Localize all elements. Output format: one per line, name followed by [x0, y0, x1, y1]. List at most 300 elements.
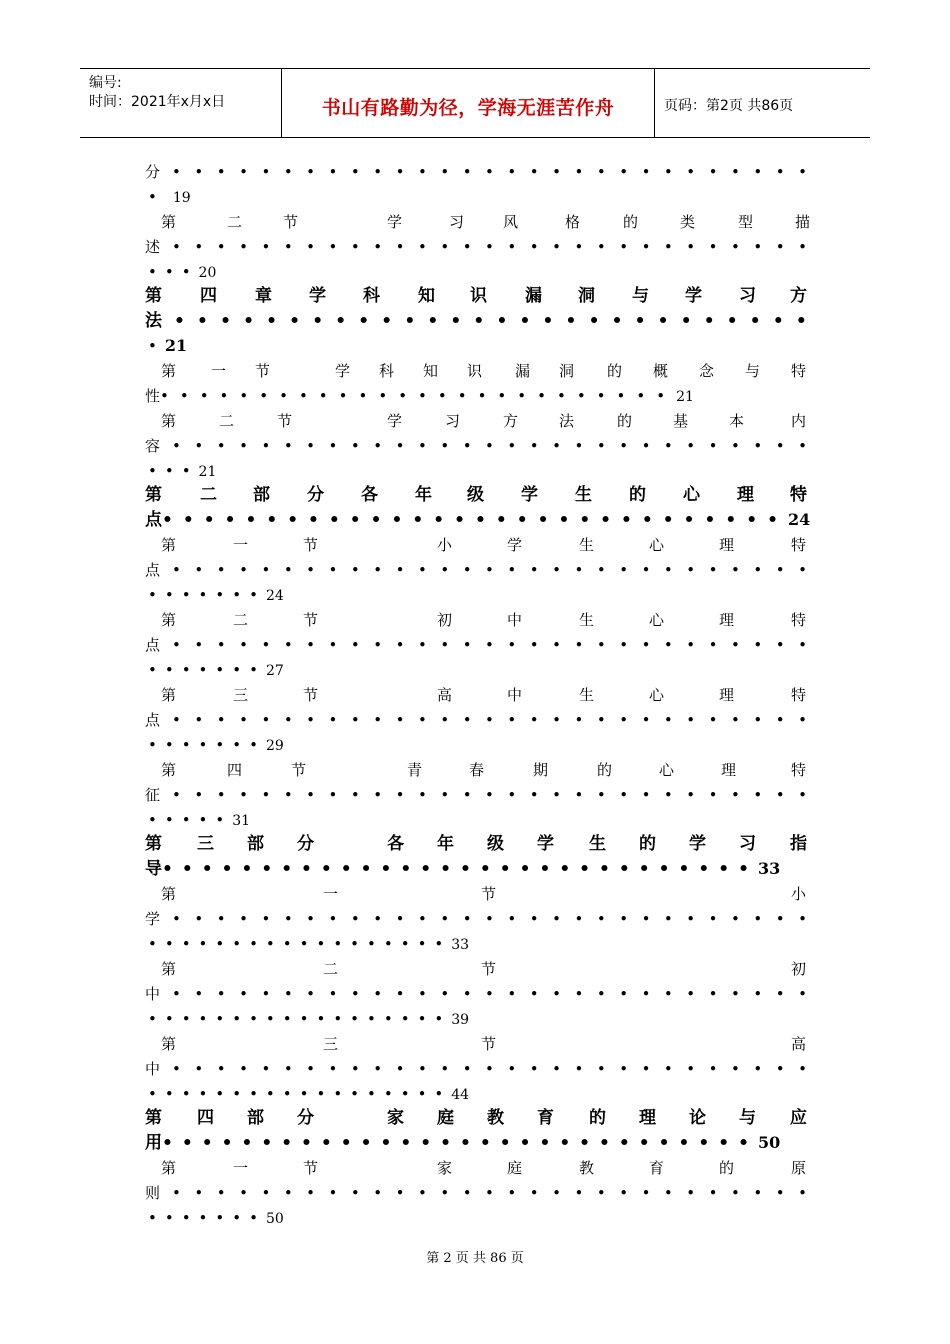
- toc-chapter-line: [145, 1134, 780, 1152]
- leader-dot: •: [350, 636, 360, 654]
- leader-dot: •: [239, 985, 248, 1003]
- toc-leader-dots: ••••••••••••••••••: [148, 935, 452, 953]
- leader-dot: •: [172, 985, 181, 1003]
- leader-dot: •: [417, 1060, 427, 1078]
- heading-char: 三: [197, 834, 214, 854]
- leader-dot: •: [243, 311, 254, 331]
- toc-line: [145, 786, 807, 804]
- heading-char: 章: [255, 286, 272, 306]
- heading-char: 习: [739, 834, 756, 854]
- leader-dot: •: [261, 985, 271, 1003]
- heading-char: 习: [739, 286, 756, 306]
- heading-char: 理: [719, 611, 735, 629]
- heading-char: 四: [197, 1108, 214, 1128]
- leader-dot: •: [417, 786, 427, 804]
- leader-dot: •: [350, 1184, 360, 1202]
- leader-dot: •: [440, 910, 450, 928]
- leader-dot: •: [440, 985, 450, 1003]
- toc-line: [148, 811, 250, 830]
- toc-heading-chars: [161, 1159, 807, 1179]
- leader-dot: •: [565, 311, 577, 331]
- leader-dot: •: [350, 711, 360, 729]
- leader-dot: •: [574, 786, 584, 804]
- leader-dot: •: [731, 985, 740, 1003]
- leader-dot: •: [772, 311, 784, 331]
- leader-dot: •: [619, 985, 629, 1003]
- leader-dot: •: [507, 985, 517, 1003]
- leader-dot: •: [216, 163, 226, 181]
- leader-dot: •: [596, 437, 606, 455]
- toc-chapter-line: [145, 1109, 807, 1129]
- leader-dot: •: [619, 711, 629, 729]
- toc-leader-dots: [172, 163, 807, 181]
- leader-dot: •: [261, 163, 271, 181]
- heading-char: 念: [699, 362, 715, 380]
- leader-dot: •: [708, 1184, 718, 1202]
- toc-line: [148, 1209, 284, 1228]
- leader-dot: •: [404, 311, 416, 331]
- toc-line: [145, 1184, 807, 1202]
- leader-dot: •: [395, 1184, 405, 1202]
- leader-dot: •: [507, 636, 517, 654]
- leader-dot: •: [373, 786, 383, 804]
- leader-dot: •: [496, 311, 508, 331]
- toc-page-number: 24: [787, 510, 811, 529]
- toc-text: 点: [145, 711, 161, 729]
- toc-page-number: 33: [757, 859, 781, 878]
- toc-leader-dots: [172, 1184, 807, 1202]
- toc-leader-dots: •••: [148, 263, 199, 281]
- toc-line: [148, 935, 469, 954]
- leader-dot: •: [708, 711, 718, 729]
- leader-dot: •: [641, 238, 651, 256]
- toc-text: 分: [145, 163, 161, 181]
- leader-dot: •: [172, 910, 181, 928]
- heading-char: 生: [579, 686, 595, 704]
- leader-dot: •: [328, 985, 338, 1003]
- leader-dot: •: [663, 163, 673, 181]
- toc-chapter-line: [145, 511, 810, 529]
- leader-dot: •: [708, 238, 718, 256]
- heading-char: 第: [145, 286, 162, 306]
- toc-leader-dots: •••••••: [148, 586, 266, 604]
- toc-page-number: 50: [757, 1133, 781, 1152]
- leader-dot: •: [172, 711, 181, 729]
- leader-dot: •: [239, 636, 248, 654]
- leader-dot: •: [306, 1060, 316, 1078]
- heading-char: 一: [233, 1159, 249, 1177]
- heading-char: 生: [579, 611, 595, 629]
- heading-char: 分: [307, 485, 324, 505]
- leader-dot: •: [328, 437, 338, 455]
- leader-dot: •: [708, 1060, 718, 1078]
- leader-dot: •: [552, 1184, 561, 1202]
- leader-dot: •: [686, 786, 696, 804]
- heading-char: 高: [791, 1035, 807, 1053]
- heading-char: 中: [507, 611, 523, 629]
- leader-dot: •: [529, 163, 539, 181]
- toc-page-number: 31: [232, 813, 251, 829]
- leader-dot: •: [373, 985, 383, 1003]
- leader-dot: •: [753, 711, 763, 729]
- leader-dot: •: [634, 311, 646, 331]
- leader-dot: •: [261, 437, 271, 455]
- leader-dot: •: [373, 636, 383, 654]
- leader-dot: •: [686, 1060, 696, 1078]
- toc-line: [148, 1010, 469, 1029]
- toc-line: [148, 462, 216, 481]
- heading-char: 家: [437, 1159, 453, 1177]
- heading-char: 心: [649, 611, 665, 629]
- leader-dot: •: [216, 910, 226, 928]
- heading-char: 节: [303, 1159, 319, 1177]
- header-page-label: 页码：第2页 共86页: [664, 98, 794, 114]
- toc-leader-dots: ••••••••••••••••••: [148, 1085, 452, 1103]
- leader-dot: •: [641, 1184, 651, 1202]
- leader-dot: •: [358, 311, 370, 331]
- leader-dot: •: [529, 238, 539, 256]
- leader-dot: •: [708, 636, 718, 654]
- toc-text: 中: [145, 985, 161, 1003]
- heading-char: 心: [659, 761, 675, 779]
- leader-dot: •: [216, 437, 226, 455]
- leader-dot: •: [596, 711, 606, 729]
- leader-dot: •: [306, 163, 316, 181]
- leader-dot: •: [775, 985, 785, 1003]
- leader-dot: •: [775, 910, 785, 928]
- heading-char: 青: [407, 761, 423, 779]
- heading-char: 分: [297, 834, 314, 854]
- heading-char: 节: [481, 1035, 497, 1053]
- heading-char: 科: [363, 286, 380, 306]
- leader-dot: •: [641, 711, 651, 729]
- leader-dot: •: [194, 561, 204, 579]
- heading-char: 各: [387, 834, 404, 854]
- leader-dot: •: [686, 985, 696, 1003]
- heading-char: 本: [729, 412, 745, 430]
- leader-dot: •: [485, 561, 494, 579]
- heading-char: 理: [639, 1108, 656, 1128]
- leader-dot: •: [798, 1060, 807, 1078]
- heading-char: 第: [161, 611, 177, 629]
- leader-dot: •: [216, 786, 226, 804]
- leader-dot: •: [261, 910, 271, 928]
- heading-char: 方: [790, 286, 807, 306]
- heading-char: 型: [738, 213, 754, 231]
- leader-dot: •: [485, 1060, 494, 1078]
- leader-dot: •: [641, 985, 651, 1003]
- heading-char: 特: [791, 611, 807, 629]
- heading-char: 节: [481, 885, 497, 903]
- leader-dot: •: [485, 1184, 494, 1202]
- toc-heading-chars: [161, 362, 807, 382]
- heading-char: 风: [503, 213, 519, 231]
- leader-dot: •: [663, 786, 673, 804]
- heading-char: 指: [790, 834, 807, 854]
- leader-dot: •: [507, 1060, 517, 1078]
- leader-dot: •: [261, 711, 271, 729]
- leader-dot: •: [417, 238, 427, 256]
- heading-char: 的: [629, 485, 646, 505]
- leader-dot: •: [708, 561, 718, 579]
- leader-dot: •: [440, 561, 450, 579]
- heading-char: 特: [790, 485, 807, 505]
- leader-dot: •: [194, 1060, 204, 1078]
- leader-dot: •: [306, 985, 316, 1003]
- leader-dot: •: [395, 238, 405, 256]
- leader-dot: •: [657, 311, 669, 331]
- leader-dot: •: [507, 711, 517, 729]
- leader-dot: •: [753, 163, 763, 181]
- toc-text: 用: [145, 1133, 162, 1153]
- leader-dot: •: [194, 711, 204, 729]
- heading-char: 中: [507, 686, 523, 704]
- heading-char: 学: [309, 286, 326, 306]
- leader-dot: •: [795, 311, 807, 331]
- toc-line: [161, 686, 807, 706]
- leader-dot: •: [328, 163, 338, 181]
- leader-dot: •: [440, 1060, 450, 1078]
- toc-leader-dots: [172, 561, 807, 579]
- toc-chapter-line: [145, 287, 807, 307]
- leader-dot: •: [596, 163, 606, 181]
- leader-dot: •: [462, 1184, 472, 1202]
- toc-leader-dots: [172, 910, 807, 928]
- leader-dot: •: [373, 163, 383, 181]
- leader-dot: •: [775, 163, 785, 181]
- leader-dot: •: [283, 163, 293, 181]
- heading-char: 节: [291, 761, 307, 779]
- leader-dot: •: [239, 910, 248, 928]
- heading-char: 方: [503, 412, 519, 430]
- leader-dot: •: [395, 1060, 405, 1078]
- leader-dot: •: [485, 238, 494, 256]
- heading-char: 特: [791, 362, 807, 380]
- heading-char: 的: [589, 1108, 606, 1128]
- leader-dot: •: [641, 163, 651, 181]
- toc-heading-chars: [161, 536, 807, 556]
- heading-char: 法: [559, 412, 575, 430]
- leader-dot: •: [395, 636, 405, 654]
- leader-dot: •: [686, 238, 696, 256]
- leader-dot: •: [663, 238, 673, 256]
- leader-dot: •: [417, 711, 427, 729]
- heading-char: 与: [632, 286, 649, 306]
- leader-dot: •: [172, 1184, 181, 1202]
- leader-dot: •: [798, 786, 807, 804]
- leader-dot: •: [283, 711, 293, 729]
- leader-dot: •: [328, 561, 338, 579]
- leader-dot: •: [306, 561, 316, 579]
- heading-char: 与: [745, 362, 761, 380]
- leader-dot: •: [172, 561, 181, 579]
- toc-leader-dots: ••••••••••••••••••••••••••: [160, 387, 677, 405]
- leader-dot: •: [798, 238, 807, 256]
- toc-line: [161, 611, 807, 631]
- heading-char: 级: [487, 834, 504, 854]
- leader-dot: •: [283, 1184, 293, 1202]
- leader-dot: •: [462, 711, 472, 729]
- heading-char: 心: [649, 536, 665, 554]
- leader-dot: •: [775, 561, 785, 579]
- leader-dot: •: [726, 311, 738, 331]
- leader-dot: •: [619, 636, 629, 654]
- toc-line: [145, 238, 807, 256]
- leader-dot: •: [507, 437, 517, 455]
- leader-dot: •: [266, 311, 277, 331]
- heading-char: 学: [387, 412, 403, 430]
- leader-dot: •: [686, 437, 696, 455]
- leader-dot: •: [753, 786, 763, 804]
- toc-line: [161, 536, 807, 556]
- toc-text: 点: [145, 636, 161, 654]
- leader-dot: •: [373, 437, 383, 455]
- leader-dot: •: [519, 311, 531, 331]
- heading-char: 学: [689, 834, 706, 854]
- leader-dot: •: [552, 910, 561, 928]
- heading-char: 的: [719, 1159, 735, 1177]
- toc-heading-chars: [161, 1035, 807, 1055]
- leader-dot: •: [395, 437, 405, 455]
- leader-dot: •: [731, 910, 740, 928]
- leader-dot: •: [775, 711, 785, 729]
- leader-dot: •: [619, 786, 629, 804]
- leader-dot: •: [686, 561, 696, 579]
- toc-heading-chars: [161, 761, 807, 781]
- leader-dot: •: [731, 561, 740, 579]
- toc-leader-dots: [172, 985, 807, 1003]
- leader-dot: •: [239, 561, 248, 579]
- leader-dot: •: [663, 1060, 673, 1078]
- toc-page-number: 21: [676, 389, 694, 405]
- toc-line: [148, 586, 284, 605]
- leader-dot: •: [507, 910, 517, 928]
- leader-dot: •: [283, 561, 293, 579]
- heading-char: 的: [623, 213, 639, 231]
- leader-dot: •: [485, 985, 494, 1003]
- leader-dot: •: [507, 238, 517, 256]
- leader-dot: •: [261, 238, 271, 256]
- leader-dot: •: [619, 437, 629, 455]
- leader-dot: •: [261, 636, 271, 654]
- leader-dot: •: [283, 238, 293, 256]
- toc-line: [145, 561, 807, 579]
- leader-dot: •: [216, 1060, 226, 1078]
- leader-dot: •: [542, 311, 554, 331]
- heading-char: 论: [689, 1108, 706, 1128]
- leader-dot: •: [574, 636, 584, 654]
- heading-char: 与: [739, 1108, 756, 1128]
- heading-char: 教: [487, 1108, 504, 1128]
- leader-dot: •: [529, 437, 539, 455]
- leader-dot: •: [197, 311, 208, 331]
- heading-char: 理: [719, 686, 735, 704]
- leader-dot: •: [775, 437, 785, 455]
- leader-dot: •: [753, 437, 763, 455]
- leader-dot: •: [731, 1060, 740, 1078]
- heading-char: 理: [721, 761, 737, 779]
- heading-char: 应: [790, 1108, 807, 1128]
- toc-text: 导: [145, 859, 162, 879]
- heading-char: 内: [791, 412, 807, 430]
- leader-dot: •: [395, 985, 405, 1003]
- heading-char: 节: [303, 611, 319, 629]
- leader-dot: •: [172, 437, 181, 455]
- leader-dot: •: [283, 636, 293, 654]
- toc-leader-dots: •••••: [148, 811, 233, 829]
- leader-dot: •: [283, 1060, 293, 1078]
- leader-dot: •: [611, 311, 623, 331]
- leader-dot: •: [194, 985, 204, 1003]
- leader-dot: •: [462, 163, 472, 181]
- leader-dot: •: [450, 311, 462, 331]
- heading-char: 生: [575, 485, 592, 505]
- heading-char: 第: [145, 1108, 162, 1128]
- leader-dot: •: [328, 786, 338, 804]
- toc-leader-dots: •••••••: [148, 736, 266, 754]
- leader-dot: •: [328, 1184, 338, 1202]
- toc-page-number: 39: [451, 1012, 470, 1028]
- toc-line: [161, 213, 811, 233]
- leader-dot: •: [216, 985, 226, 1003]
- leader-dot: •: [641, 910, 651, 928]
- heading-char: 二: [227, 213, 243, 231]
- heading-char: 四: [227, 761, 243, 779]
- toc-leader-dots: ••••••••••••••••••••••••••••••: [162, 859, 758, 879]
- toc-heading-chars: [161, 960, 807, 980]
- leader-dot: •: [417, 910, 427, 928]
- heading-char: 知: [418, 286, 435, 306]
- heading-char: 第: [161, 761, 177, 779]
- leader-dot: •: [663, 561, 673, 579]
- heading-char: 原: [791, 1159, 807, 1177]
- leader-dot: •: [440, 163, 450, 181]
- leader-dot: •: [350, 238, 360, 256]
- heading-char: 格: [565, 213, 581, 231]
- leader-dot: •: [552, 985, 561, 1003]
- leader-dot: •: [417, 636, 427, 654]
- leader-dot: •: [775, 1184, 785, 1202]
- leader-dot: •: [798, 163, 807, 181]
- toc-leader-dots: [172, 636, 807, 654]
- toc-line: [161, 412, 807, 432]
- leader-dot: •: [462, 437, 472, 455]
- leader-dot: •: [552, 238, 561, 256]
- leader-dot: •: [552, 561, 561, 579]
- heading-char: 生: [579, 536, 595, 554]
- leader-dot: •: [440, 786, 450, 804]
- leader-dot: •: [306, 910, 316, 928]
- leader-dot: •: [283, 985, 293, 1003]
- leader-dot: •: [395, 561, 405, 579]
- toc-page-number: 20: [198, 265, 217, 281]
- leader-dot: •: [312, 311, 324, 331]
- leader-dot: •: [686, 163, 696, 181]
- toc-line: [145, 163, 807, 181]
- heading-char: 洞: [559, 362, 575, 380]
- leader-dot: •: [373, 1184, 383, 1202]
- leader-dot: •: [440, 238, 450, 256]
- heading-char: 第: [161, 362, 177, 380]
- toc-leader-dots: [174, 312, 807, 330]
- leader-dot: •: [194, 238, 204, 256]
- leader-dot: •: [220, 311, 231, 331]
- leader-dot: •: [261, 786, 271, 804]
- leader-dot: •: [328, 1060, 338, 1078]
- leader-dot: •: [641, 786, 651, 804]
- leader-dot: •: [596, 561, 606, 579]
- heading-char: 育: [649, 1159, 665, 1177]
